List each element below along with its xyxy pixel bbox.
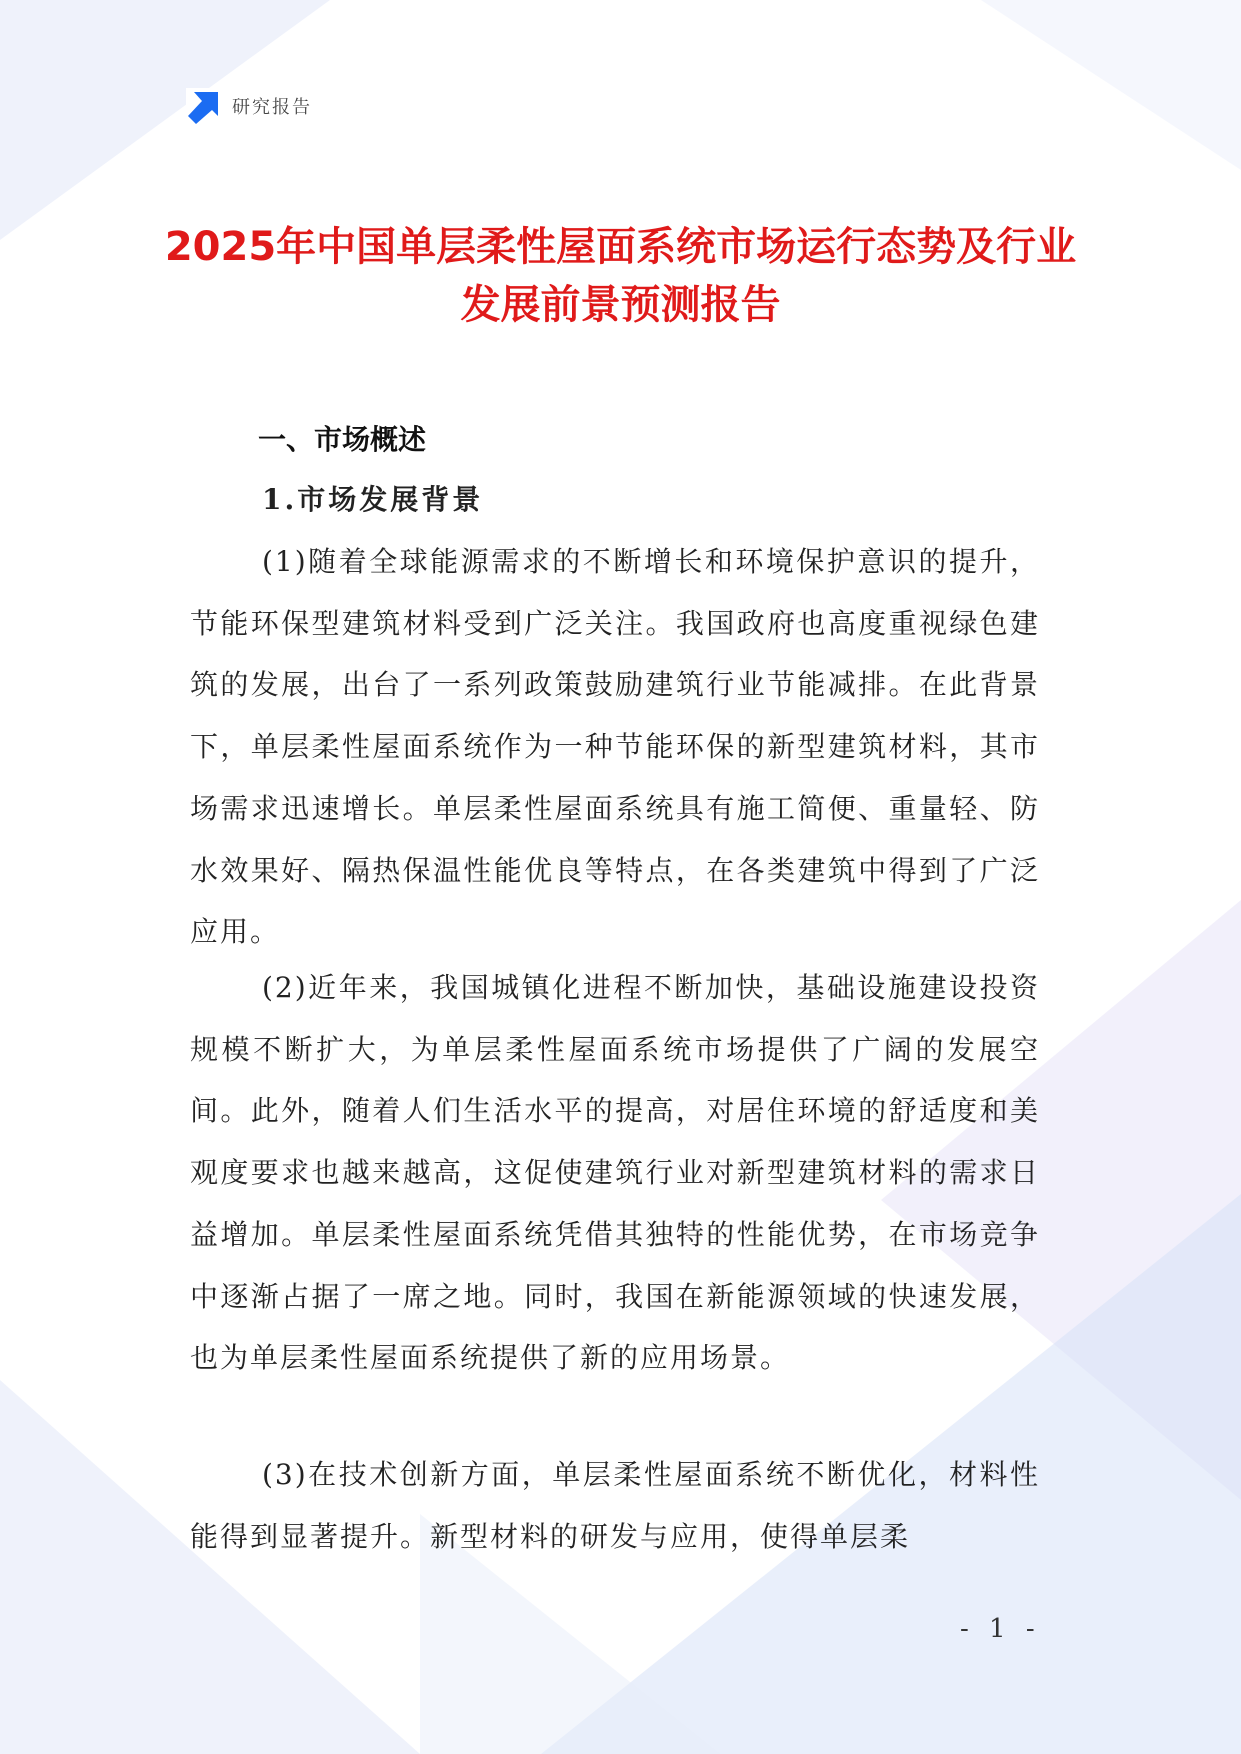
report-header bbox=[186, 88, 312, 124]
paragraph: (2)近年来，我国城镇化进程不断加快，基础设施建设投资规模不断扩大，为单层柔性屋面系统市场提供了广阔的发展空间。此外，随着人们生活水平的提高，对居住环境的舒适度和美观度要求也越来越高，这促使建筑行业对新型建筑材料的需求日益增加。单层柔性屋面系统凭借其独特的性能优势，在市场竞争中逐渐占据了一席之地。同时，我国在新能源领域的快速发展，也为单层柔性屋面系统提供了新的应用场景。 bbox=[190, 971, 1040, 1375]
background-triangle bbox=[981, 0, 1241, 170]
header-label: 研究报告 bbox=[232, 97, 312, 118]
subsection-heading: 1.市场发展背景 bbox=[262, 483, 484, 516]
arrow-up-right-icon bbox=[186, 88, 222, 124]
page-number: - 1 - bbox=[960, 1614, 1041, 1644]
section-heading: 一、市场概述 bbox=[258, 423, 427, 456]
report-title: 2025年中国单层柔性屋面系统市场运行态势及行业发展前景预测报告 bbox=[164, 224, 1077, 328]
paragraph: (3)在技术创新方面，单层柔性屋面系统不断优化，材料性能得到显著提升。新型材料的研发与应用，使得单层柔 bbox=[190, 1458, 1040, 1553]
paragraph: (1)随着全球能源需求的不断增长和环境保护意识的提升，节能环保型建筑材料受到广泛关注。我国政府也高度重视绿色建筑的发展，出台了一系列政策鼓励建筑行业节能减排。在此背景下，单层柔性屋面系统作为一种节能环保的新型建筑材料，其市场需求迅速增长。单层柔性屋面系统具有施工简便、重量轻、防水效果好、隔热保温性能优良等特点，在各类建筑中得到了广泛应用。 bbox=[190, 545, 1040, 949]
